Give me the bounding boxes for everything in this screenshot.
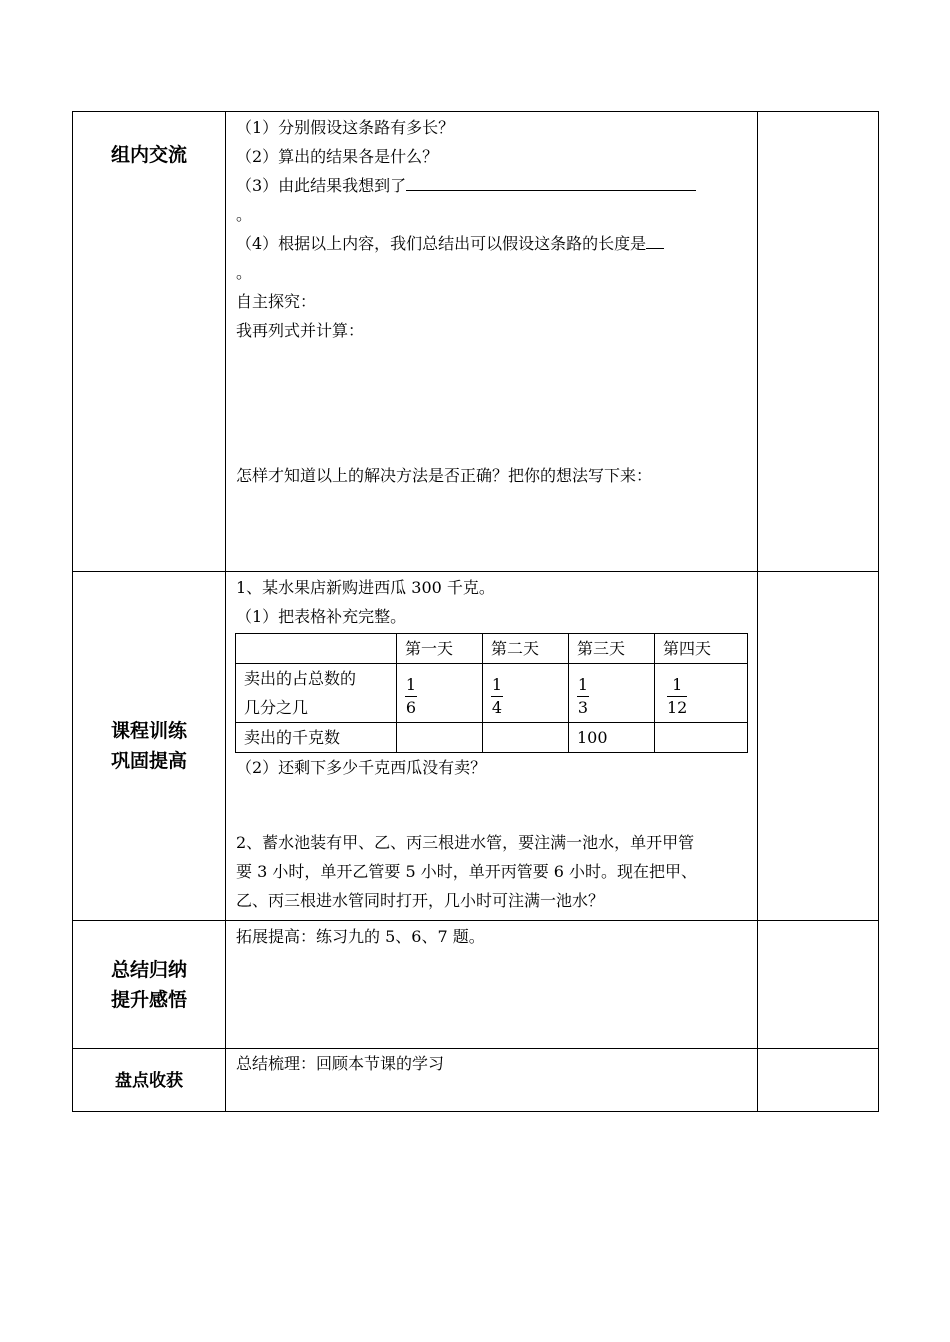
question-4-end: 。 <box>236 263 253 282</box>
self-explore-heading: 自主探究： <box>236 292 317 311</box>
fraction-cell <box>397 664 483 723</box>
denominator: 12 <box>667 697 688 717</box>
question-1: （1）分别假设这条路有多长？ <box>236 118 455 137</box>
kilogram-row <box>236 723 748 753</box>
label-cell <box>73 921 226 1049</box>
fraction <box>405 676 417 717</box>
fraction-cell <box>483 664 569 723</box>
problem-1-sub1: （1）把表格补充完整。 <box>236 607 407 626</box>
row-label-line-1: 课程训练 <box>110 720 187 742</box>
row-review <box>73 1049 879 1112</box>
header-cell: 第三天 <box>569 634 655 664</box>
content-cell <box>226 921 758 1049</box>
row-label: 盘点收获 <box>115 1071 183 1091</box>
denominator: 4 <box>491 697 503 717</box>
fraction-bar <box>405 696 417 697</box>
problem-2-line-2: 要 3 小时，单开乙管要 5 小时，单开丙管要 6 小时。现在把甲、 <box>236 862 698 881</box>
question-3-text: （3）由此结果我想到了 <box>236 176 407 195</box>
row-header-line-1: 卖出的占总数的 <box>244 669 357 688</box>
fraction-row <box>236 664 748 723</box>
question-4 <box>236 229 747 258</box>
row-label: 组内交流 <box>110 144 187 166</box>
kilogram-cell[interactable] <box>397 723 483 753</box>
question-3 <box>236 171 747 200</box>
row-label-line-2: 提升感悟 <box>110 988 187 1011</box>
sales-header-row <box>236 634 748 664</box>
row-header-cell <box>236 664 397 723</box>
row-label <box>73 716 225 776</box>
numerator: 1 <box>672 674 683 694</box>
fraction-cell <box>569 664 655 723</box>
notes-cell <box>758 921 879 1049</box>
problem-2-line-3: 乙、丙三根进水管同时打开，几小时可注满一池水？ <box>236 891 605 910</box>
fraction <box>667 676 687 717</box>
row-label <box>73 955 225 1015</box>
header-cell: 第四天 <box>655 634 748 664</box>
verify-prompt: 怎样才知道以上的解决方法是否正确？把你的想法写下来： <box>236 466 653 485</box>
row-summary <box>73 921 879 1049</box>
answer-blank[interactable] <box>406 172 696 191</box>
fraction-bar <box>577 696 589 697</box>
kilogram-cell[interactable] <box>483 723 569 753</box>
row-group-exchange <box>73 112 879 572</box>
answer-blank[interactable] <box>646 230 664 249</box>
fraction-bar <box>491 696 503 697</box>
row-header-line-2: 几分之几 <box>244 698 309 717</box>
numerator: 1 <box>577 674 589 694</box>
header-cell: 第一天 <box>397 634 483 664</box>
row-practice <box>73 572 879 921</box>
fraction <box>491 676 503 717</box>
fraction-bar <box>667 696 687 697</box>
extension-text: 拓展提高：练习九的 5、6、7 题。 <box>236 927 485 946</box>
content-cell <box>226 1049 758 1112</box>
row-header-cell: 卖出的千克数 <box>236 723 397 753</box>
fraction-cell <box>655 664 748 723</box>
content-cell <box>226 112 758 572</box>
kilogram-cell: 100 <box>569 723 655 753</box>
notes-cell <box>758 1049 879 1112</box>
sales-table <box>235 633 748 753</box>
header-cell <box>236 634 397 664</box>
lesson-table <box>72 111 879 1112</box>
problem-2-line-1: 2、蓄水池装有甲、乙、丙三根进水管，要注满一池水，单开甲管 <box>236 833 695 852</box>
question-2: （2）算出的结果各是什么？ <box>236 147 439 166</box>
row-label-line-1: 总结归纳 <box>110 958 187 981</box>
numerator: 1 <box>405 674 417 694</box>
kilogram-cell[interactable] <box>655 723 748 753</box>
question-3-end: 。 <box>236 205 253 224</box>
label-cell <box>73 112 226 572</box>
notes-cell <box>758 572 879 921</box>
denominator: 6 <box>405 697 417 717</box>
label-cell <box>73 572 226 921</box>
problem-1-sub2: （2）还剩下多少千克西瓜没有卖？ <box>236 758 487 777</box>
numerator: 1 <box>491 674 503 694</box>
fraction <box>577 676 589 717</box>
label-cell <box>73 1049 226 1112</box>
calc-prompt: 我再列式并计算： <box>236 321 365 340</box>
header-cell: 第二天 <box>483 634 569 664</box>
notes-cell <box>758 112 879 572</box>
problem-1-intro: 1、某水果店新购进西瓜 300 千克。 <box>236 578 495 597</box>
row-label-line-2: 巩固提高 <box>110 750 187 772</box>
denominator: 3 <box>577 697 589 717</box>
review-text: 总结梳理：回顾本节课的学习 <box>236 1054 445 1073</box>
content-cell <box>226 572 758 921</box>
question-4-text: （4）根据以上内容，我们总结出可以假设这条路的长度是 <box>236 234 647 253</box>
